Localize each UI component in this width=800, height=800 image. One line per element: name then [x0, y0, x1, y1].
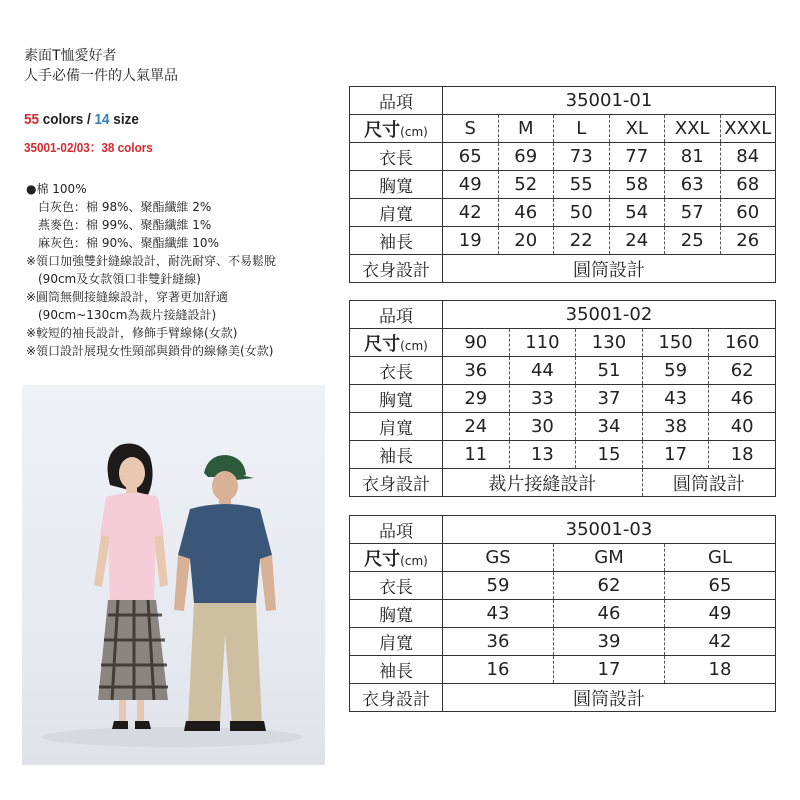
measurement-label: 胸寬	[350, 385, 443, 413]
item-row	[350, 301, 776, 329]
design-row	[350, 684, 776, 712]
design-label: 衣身設計	[350, 684, 443, 712]
colors-summary	[24, 111, 139, 128]
measurement-cell: 73	[554, 143, 610, 171]
measurement-row	[350, 656, 776, 684]
measurement-cell: 62	[554, 572, 665, 600]
measurement-cell: 63	[665, 171, 721, 199]
size-label-text: 尺寸	[364, 548, 401, 570]
size-label	[350, 115, 443, 143]
size-label	[350, 329, 443, 357]
measurement-cell: 84	[720, 143, 776, 171]
measurement-cell: 33	[509, 385, 576, 413]
measurement-cell: 69	[498, 143, 554, 171]
male-model	[174, 455, 276, 731]
spec-line: 麻灰色：棉 90%、聚酯纖維 10%	[38, 236, 219, 250]
item-row	[350, 87, 776, 115]
measurement-cell: 57	[665, 199, 721, 227]
spec-line: ※較短的袖長設計，修飾手臂線條(女款)	[26, 326, 238, 340]
measurement-cell: 65	[443, 143, 499, 171]
measurement-label: 袖長	[350, 227, 443, 255]
design-cell: 裁片接縫設計	[443, 469, 643, 497]
measurement-cell: 36	[443, 628, 554, 656]
measurement-cell: 59	[642, 357, 709, 385]
measurement-cell: 49	[665, 600, 776, 628]
size-table	[349, 86, 776, 283]
size-header-cell: M	[498, 115, 554, 143]
measurement-cell: 36	[443, 357, 510, 385]
measurement-cell: 22	[554, 227, 610, 255]
measurement-cell: 19	[443, 227, 499, 255]
measurement-cell: 24	[609, 227, 665, 255]
size-table	[349, 515, 776, 712]
measurement-label: 肩寬	[350, 413, 443, 441]
measurement-cell: 17	[554, 656, 665, 684]
size-header-cell: GS	[443, 544, 554, 572]
measurement-cell: 58	[609, 171, 665, 199]
size-label	[350, 544, 443, 572]
intro-line-1: 素面T恤愛好者	[24, 48, 117, 64]
measurement-row	[350, 357, 776, 385]
measurement-cell: 29	[443, 385, 510, 413]
item-code: 35001-01	[443, 87, 776, 115]
measurement-cell: 46	[554, 600, 665, 628]
measurement-cell: 60	[720, 199, 776, 227]
measurement-cell: 13	[509, 441, 576, 469]
measurement-cell: 42	[443, 199, 499, 227]
measurement-row	[350, 572, 776, 600]
design-label: 衣身設計	[350, 255, 443, 283]
color-count: 55	[24, 111, 40, 128]
size-label-text: 尺寸	[364, 333, 401, 355]
measurement-label: 袖長	[350, 441, 443, 469]
measurement-cell: 39	[554, 628, 665, 656]
measurement-row	[350, 413, 776, 441]
measurement-cell: 55	[554, 171, 610, 199]
measurement-row	[350, 385, 776, 413]
measurement-cell: 46	[498, 199, 554, 227]
measurement-cell: 62	[709, 357, 776, 385]
measurement-cell: 18	[665, 656, 776, 684]
measurement-cell: 81	[665, 143, 721, 171]
models-illustration	[22, 385, 325, 765]
measurement-label: 胸寬	[350, 171, 443, 199]
measurement-cell: 54	[609, 199, 665, 227]
measurement-label: 衣長	[350, 143, 443, 171]
measurement-row	[350, 441, 776, 469]
measurement-cell: 26	[720, 227, 776, 255]
measurement-cell: 46	[709, 385, 776, 413]
measurement-cell: 52	[498, 171, 554, 199]
design-cell: 圓筒設計	[443, 255, 776, 283]
measurement-cell: 77	[609, 143, 665, 171]
female-model	[94, 444, 168, 730]
measurement-cell: 68	[720, 171, 776, 199]
item-label: 品項	[350, 301, 443, 329]
measurement-cell: 25	[665, 227, 721, 255]
measurement-cell: 34	[576, 413, 643, 441]
measurement-cell: 50	[554, 199, 610, 227]
size-header-cell: XL	[609, 115, 665, 143]
measurement-cell: 24	[443, 413, 510, 441]
spec-line: ※圓筒無側接縫線設計，穿著更加舒適	[26, 290, 229, 304]
size-unit: (cm)	[400, 124, 428, 139]
intro-line-2: 人手必備一件的人氣單品	[24, 68, 178, 84]
measurement-label: 袖長	[350, 656, 443, 684]
size-word: size	[109, 111, 139, 128]
size-unit: (cm)	[400, 553, 428, 568]
colors-word: colors /	[39, 111, 95, 128]
size-header-cell: XXL	[665, 115, 721, 143]
spec-line: ※領口設計展現女性頸部與鎖骨的線條美(女款)	[26, 344, 274, 358]
measurement-row	[350, 628, 776, 656]
measurement-cell: 51	[576, 357, 643, 385]
measurement-cell: 17	[642, 441, 709, 469]
measurement-cell: 40	[709, 413, 776, 441]
size-header-cell: 160	[709, 329, 776, 357]
measurement-label: 肩寬	[350, 628, 443, 656]
design-row	[350, 469, 776, 497]
size-count: 14	[94, 111, 110, 128]
measurement-cell: 16	[443, 656, 554, 684]
spec-line: (90cm~130cm為裁片接縫設計)	[38, 308, 217, 322]
measurement-label: 衣長	[350, 572, 443, 600]
item-row	[350, 516, 776, 544]
size-row	[350, 329, 776, 357]
size-header-cell: GM	[554, 544, 665, 572]
spec-line: (90cm及女款領口非雙針縫線)	[38, 272, 201, 286]
size-unit: (cm)	[400, 338, 428, 353]
item-label: 品項	[350, 87, 443, 115]
item-label: 品項	[350, 516, 443, 544]
measurement-cell: 65	[665, 572, 776, 600]
measurement-cell: 18	[709, 441, 776, 469]
size-header-cell: 130	[576, 329, 643, 357]
measurement-cell: 44	[509, 357, 576, 385]
size-table	[349, 300, 776, 497]
size-header-cell: S	[443, 115, 499, 143]
size-header-cell: GL	[665, 544, 776, 572]
spec-line: ●棉 100%	[26, 182, 87, 196]
measurement-cell: 11	[443, 441, 510, 469]
size-header-cell: 90	[443, 329, 510, 357]
design-row	[350, 255, 776, 283]
size-header-cell: 110	[509, 329, 576, 357]
measurement-cell: 43	[642, 385, 709, 413]
measurement-row	[350, 227, 776, 255]
design-cell: 圓筒設計	[443, 684, 776, 712]
measurement-cell: 59	[443, 572, 554, 600]
size-label-text: 尺寸	[364, 119, 401, 141]
measurement-cell: 37	[576, 385, 643, 413]
spec-line: 白灰色：棉 98%、聚酯纖維 2%	[38, 200, 212, 214]
measurement-cell: 15	[576, 441, 643, 469]
measurement-cell: 49	[443, 171, 499, 199]
intro-text	[24, 46, 178, 86]
design-cell: 圓筒設計	[642, 469, 775, 497]
variant-colors-line: 35001-02/03：38 colors	[24, 140, 153, 155]
measurement-row	[350, 600, 776, 628]
measurement-cell: 20	[498, 227, 554, 255]
measurement-row	[350, 171, 776, 199]
model-photo	[22, 385, 325, 765]
spec-line: ※領口加強雙針縫線設計，耐洗耐穿、不易鬆脫	[26, 254, 277, 268]
size-header-cell: L	[554, 115, 610, 143]
measurement-label: 胸寬	[350, 600, 443, 628]
item-code: 35001-02	[443, 301, 776, 329]
measurement-cell: 30	[509, 413, 576, 441]
measurement-label: 肩寬	[350, 199, 443, 227]
measurement-cell: 43	[443, 600, 554, 628]
measurement-cell: 38	[642, 413, 709, 441]
spec-list	[26, 180, 276, 360]
measurement-row	[350, 143, 776, 171]
item-code: 35001-03	[443, 516, 776, 544]
size-row	[350, 115, 776, 143]
measurement-cell: 42	[665, 628, 776, 656]
measurement-row	[350, 199, 776, 227]
measurement-label: 衣長	[350, 357, 443, 385]
size-header-cell: 150	[642, 329, 709, 357]
size-row	[350, 544, 776, 572]
size-header-cell: XXXL	[720, 115, 776, 143]
spec-line: 燕麥色：棉 99%、聚酯纖維 1%	[38, 218, 212, 232]
design-label: 衣身設計	[350, 469, 443, 497]
